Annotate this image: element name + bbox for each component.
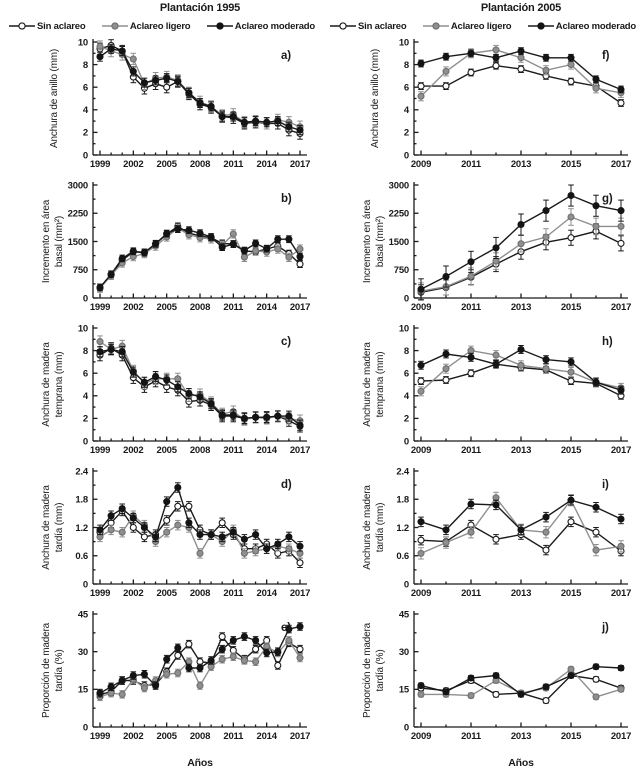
legend-item-aclareo-moderado: [527, 20, 636, 32]
svg-text:2014: 2014: [256, 445, 277, 456]
svg-text:2017: 2017: [289, 445, 311, 456]
svg-text:2009: 2009: [410, 445, 432, 456]
svg-text:0: 0: [82, 436, 88, 448]
panel-letter: c): [281, 336, 291, 348]
svg-text:0: 0: [82, 293, 88, 305]
svg-text:2008: 2008: [189, 588, 211, 599]
panel-d-chart: [0, 465, 321, 608]
y-axis-label: basal (mm²): [375, 215, 386, 268]
svg-text:2014: 2014: [256, 302, 277, 313]
column-title-1995: Plantación 1995: [159, 2, 241, 14]
panel-letter: j): [602, 622, 609, 634]
svg-text:2015: 2015: [560, 731, 582, 742]
svg-text:2008: 2008: [189, 302, 211, 313]
svg-text:6: 6: [82, 368, 88, 380]
legend-item-aclareo-moderado: [206, 20, 315, 32]
tick-labels: [78, 37, 310, 170]
svg-text:1999: 1999: [89, 731, 111, 742]
svg-text:0: 0: [82, 150, 88, 162]
svg-text:2009: 2009: [410, 159, 432, 170]
svg-text:6: 6: [82, 82, 88, 94]
panel-b-chart: [0, 179, 321, 322]
svg-text:30: 30: [398, 647, 409, 658]
svg-text:6: 6: [403, 368, 409, 380]
svg-text:0: 0: [403, 150, 409, 162]
svg-text:2013: 2013: [510, 588, 532, 599]
svg-text:2017: 2017: [610, 731, 632, 742]
svg-text:2011: 2011: [461, 445, 481, 456]
svg-text:0.6: 0.6: [75, 551, 88, 562]
legend-1995: [0, 20, 321, 32]
svg-text:2011: 2011: [223, 445, 244, 456]
svg-text:2: 2: [403, 413, 409, 425]
svg-text:2017: 2017: [610, 159, 632, 170]
svg-text:2.4: 2.4: [75, 466, 88, 478]
panel-g-chart: [321, 179, 642, 322]
svg-text:2011: 2011: [461, 731, 481, 742]
column-titles: [0, 0, 642, 14]
legend-marker-gray-icon: [101, 20, 129, 32]
svg-text:2011: 2011: [223, 302, 244, 313]
svg-text:4: 4: [403, 391, 409, 403]
panel-i: [321, 465, 642, 608]
line-aclareo-moderado: [100, 49, 300, 130]
y-axis-label: Anchura de madera: [41, 342, 52, 427]
tick-labels: [399, 609, 631, 742]
svg-text:2009: 2009: [410, 588, 432, 599]
svg-text:1.8: 1.8: [75, 494, 88, 506]
legend-marker-open-icon: [8, 20, 36, 32]
svg-text:2015: 2015: [560, 159, 582, 170]
svg-text:2017: 2017: [289, 588, 311, 599]
svg-text:3000: 3000: [67, 180, 88, 192]
svg-text:30: 30: [77, 647, 88, 658]
tick-labels: [389, 180, 632, 313]
svg-text:750: 750: [72, 265, 88, 276]
panel-f-chart: [321, 36, 642, 179]
legend-label: Aclareo ligero: [450, 20, 512, 32]
svg-text:2.4: 2.4: [396, 466, 409, 478]
markers-aclareo-moderado: [97, 226, 303, 290]
svg-text:2009: 2009: [410, 731, 432, 742]
svg-text:2017: 2017: [610, 302, 632, 313]
legend-label: Aclareo moderado: [234, 20, 315, 32]
svg-text:2011: 2011: [223, 588, 244, 599]
svg-text:2002: 2002: [123, 588, 144, 599]
legend-2005: [321, 20, 642, 32]
svg-text:2017: 2017: [289, 159, 311, 170]
svg-text:2015: 2015: [560, 302, 582, 313]
svg-text:8: 8: [82, 59, 88, 71]
y-axis-label: temprana (mm): [375, 351, 386, 418]
y-axis-label: tardía (%): [54, 649, 65, 692]
y-axis-label: Anchura de madera: [362, 485, 373, 570]
svg-text:1999: 1999: [89, 445, 111, 456]
y-axis-label: Anchura de anillo (mm): [370, 49, 381, 148]
line-sin-aclareo: [100, 348, 300, 426]
error-bars-sin-aclareo: [97, 40, 303, 140]
y-axis-label: Anchura de madera: [362, 342, 373, 427]
svg-text:2014: 2014: [256, 588, 277, 599]
svg-text:2: 2: [82, 413, 88, 425]
svg-text:1999: 1999: [89, 588, 111, 599]
error-bars-aclareo-ligero: [97, 41, 303, 132]
svg-text:2014: 2014: [256, 731, 277, 742]
legend-marker-gray-icon: [422, 20, 450, 32]
markers-aclareo-moderado: [97, 46, 303, 133]
svg-text:6: 6: [403, 82, 409, 94]
panel-e: [0, 608, 321, 773]
panel-f: [321, 36, 642, 179]
svg-text:8: 8: [403, 345, 409, 357]
svg-text:2017: 2017: [610, 445, 632, 456]
svg-text:2011: 2011: [461, 302, 481, 313]
svg-text:0: 0: [403, 579, 409, 591]
svg-text:3000: 3000: [388, 180, 409, 192]
error-bars-sin-aclareo: [97, 343, 303, 432]
error-bars-aclareo-moderado: [97, 483, 303, 554]
svg-text:0: 0: [403, 436, 409, 448]
axes: [93, 325, 307, 441]
svg-text:2002: 2002: [123, 159, 144, 170]
svg-text:2005: 2005: [156, 588, 177, 599]
svg-text:2005: 2005: [156, 302, 177, 313]
svg-text:4: 4: [82, 391, 88, 403]
y-axis-label: Incremento en área: [41, 199, 52, 284]
svg-text:2: 2: [82, 127, 88, 139]
svg-text:2005: 2005: [156, 731, 177, 742]
panel-letter: f): [602, 50, 610, 62]
svg-text:2011: 2011: [223, 731, 244, 742]
y-axis-label: Proporción de madera: [41, 623, 52, 718]
y-axis-label: temprana (mm): [54, 351, 65, 418]
panel-letter: b): [281, 193, 292, 205]
line-aclareo-moderado: [100, 350, 300, 426]
svg-text:2002: 2002: [123, 445, 144, 456]
panel-a-chart: [0, 36, 321, 179]
panel-letter: h): [602, 336, 613, 348]
svg-text:8: 8: [403, 59, 409, 71]
panel-e-chart: [0, 608, 321, 773]
markers-aclareo-moderado: [97, 485, 303, 552]
legend-marker-black-icon: [206, 20, 234, 32]
legend-marker-black-icon: [527, 20, 555, 32]
panel-h: [321, 322, 642, 465]
legend-item-sin-aclareo: [8, 20, 86, 32]
panel-letter: d): [281, 479, 292, 491]
y-axis-label: tardía (%): [375, 649, 386, 692]
svg-text:10: 10: [398, 323, 409, 335]
panel-i-chart: [321, 465, 642, 608]
svg-text:0.6: 0.6: [396, 551, 409, 562]
svg-text:2011: 2011: [461, 588, 481, 599]
legends-row: [0, 20, 642, 32]
panel-j-chart: [321, 608, 642, 773]
svg-text:2014: 2014: [256, 159, 277, 170]
markers-aclareo-ligero: [97, 339, 303, 424]
svg-text:2002: 2002: [123, 731, 144, 742]
svg-text:1999: 1999: [89, 159, 111, 170]
panel-letter: e): [281, 622, 291, 634]
svg-text:1500: 1500: [67, 236, 88, 248]
legend-item-aclareo-ligero: [101, 20, 191, 32]
svg-text:2002: 2002: [123, 302, 144, 313]
svg-text:15: 15: [398, 684, 409, 696]
tick-labels: [399, 323, 631, 456]
svg-text:1.2: 1.2: [75, 522, 88, 534]
panel-letter: a): [281, 50, 291, 62]
line-aclareo-ligero: [100, 342, 300, 421]
legend-label: Sin aclareo: [358, 20, 407, 32]
svg-text:2015: 2015: [560, 588, 582, 599]
y-axis-label: Incremento en área: [362, 199, 373, 284]
panel-h-chart: [321, 322, 642, 465]
panel-g: [321, 179, 642, 322]
tick-labels: [399, 37, 631, 170]
svg-text:8: 8: [82, 345, 88, 357]
panel-c: [0, 322, 321, 465]
svg-text:4: 4: [403, 105, 409, 117]
svg-text:45: 45: [77, 609, 88, 621]
legend-marker-open-icon: [329, 20, 357, 32]
svg-text:1.2: 1.2: [396, 522, 409, 534]
svg-text:0: 0: [82, 579, 88, 591]
svg-text:0: 0: [403, 722, 409, 734]
legend-label: Aclareo ligero: [129, 20, 191, 32]
figure-header: [0, 0, 642, 32]
legend-item-aclareo-ligero: [422, 20, 512, 32]
y-axis-label: Proporción de madera: [362, 623, 373, 718]
svg-text:45: 45: [398, 609, 409, 621]
svg-text:1.8: 1.8: [396, 494, 409, 506]
svg-text:2008: 2008: [189, 159, 211, 170]
svg-text:2005: 2005: [156, 159, 177, 170]
svg-text:10: 10: [398, 37, 409, 49]
svg-text:2250: 2250: [388, 208, 409, 220]
x-axis-label: Años: [508, 757, 534, 769]
svg-text:0: 0: [82, 722, 88, 734]
column-title-2005: Plantación 2005: [480, 2, 562, 14]
panel-b: [0, 179, 321, 322]
svg-text:2: 2: [403, 127, 409, 139]
y-axis-label: tardía (mm): [54, 502, 65, 553]
panel-letter: g): [602, 193, 613, 205]
panels-grid: [0, 36, 642, 773]
svg-text:2013: 2013: [510, 159, 532, 170]
svg-text:2005: 2005: [156, 445, 177, 456]
svg-text:2013: 2013: [510, 302, 532, 313]
svg-text:2011: 2011: [461, 159, 481, 170]
svg-text:1999: 1999: [89, 302, 111, 313]
svg-text:2013: 2013: [510, 445, 532, 456]
y-axis-label: basal (mm²): [54, 215, 65, 268]
y-axis-label: tardía (mm): [375, 502, 386, 553]
error-bars-aclareo-ligero: [97, 336, 303, 426]
svg-text:2250: 2250: [67, 208, 88, 220]
y-axis-label: Anchura de anillo (mm): [49, 49, 60, 148]
svg-text:2009: 2009: [410, 302, 432, 313]
svg-text:2011: 2011: [223, 159, 244, 170]
svg-text:2017: 2017: [289, 731, 311, 742]
panel-c-chart: [0, 322, 321, 465]
panel-d: [0, 465, 321, 608]
legend-label: Aclareo moderado: [555, 20, 636, 32]
svg-text:10: 10: [77, 323, 88, 335]
svg-text:4: 4: [82, 105, 88, 117]
tick-labels: [78, 323, 310, 456]
svg-text:750: 750: [393, 265, 409, 276]
x-axis-label: Años: [187, 757, 213, 769]
svg-text:2017: 2017: [289, 302, 311, 313]
svg-text:2008: 2008: [189, 445, 211, 456]
y-axis-label: Anchura de madera: [41, 485, 52, 570]
tick-labels: [78, 609, 310, 742]
svg-text:2008: 2008: [189, 731, 211, 742]
panel-a: [0, 36, 321, 179]
legend-item-sin-aclareo: [329, 20, 407, 32]
legend-label: Sin aclareo: [37, 20, 86, 32]
svg-text:2015: 2015: [560, 445, 582, 456]
svg-text:10: 10: [77, 37, 88, 49]
svg-text:1500: 1500: [388, 236, 409, 248]
panel-letter: i): [602, 479, 609, 491]
svg-text:0: 0: [403, 293, 409, 305]
svg-text:15: 15: [77, 684, 88, 696]
panel-j: [321, 608, 642, 773]
svg-text:2017: 2017: [610, 588, 632, 599]
svg-text:2013: 2013: [510, 731, 532, 742]
